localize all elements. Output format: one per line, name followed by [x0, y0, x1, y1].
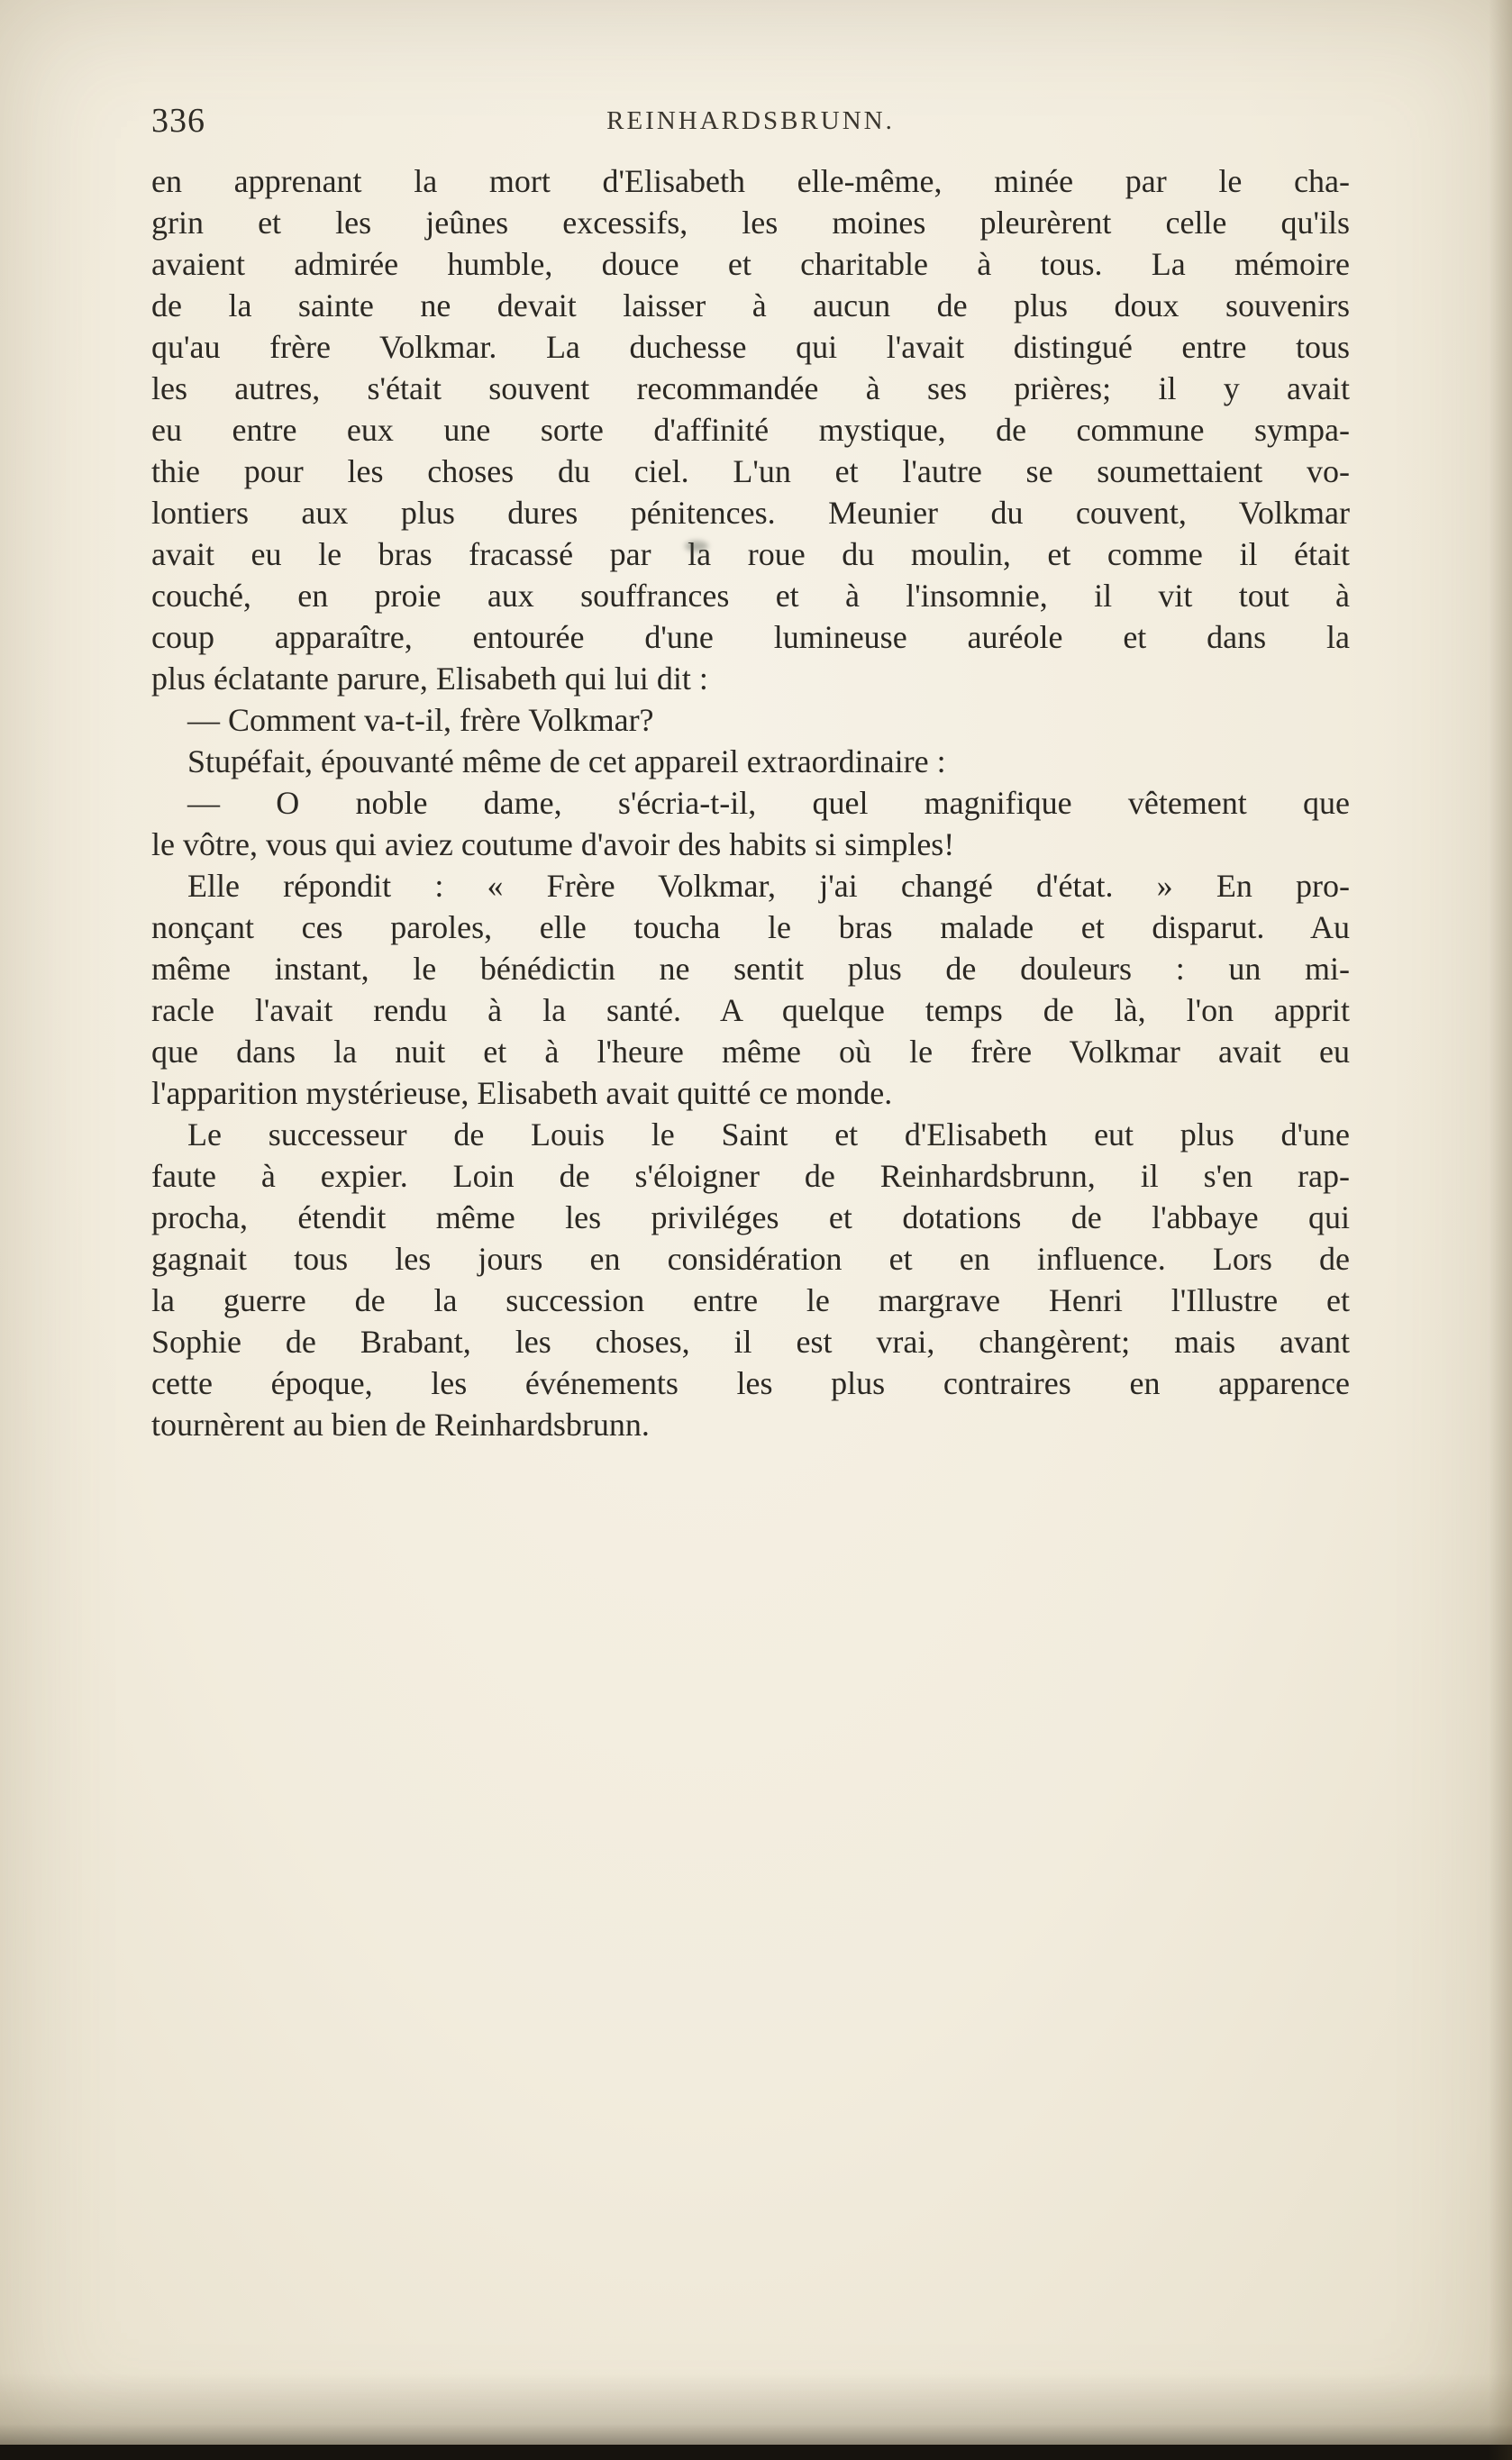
running-title: REINHARDSBRUNN. [606, 106, 895, 135]
text-block [151, 160, 1350, 1445]
scan-edge-right [1489, 0, 1512, 2460]
text-line: tournèrent au bien de Reinhardsbrunn. [151, 1407, 650, 1443]
text-line: plus éclatante parure, Elisabeth qui lui dit : [151, 661, 708, 697]
text-line: racle l'avait rendu à la santé. A quelque temps de là, l'on apprit [151, 992, 1350, 1028]
page-header [151, 101, 1350, 146]
text-line: eu entre eux une sorte d'affinité mystique, de commune sympa- [151, 412, 1350, 448]
text-line: même instant, le bénédictin ne sentit plus de douleurs : un mi- [151, 951, 1350, 987]
text-line: — Comment va-t-il, frère Volkmar? [187, 702, 654, 738]
text-line: en apprenant la mort d'Elisabeth elle-même, minée par le cha- [151, 163, 1350, 199]
paragraph [151, 865, 1350, 1114]
text-line: Stupéfait, épouvanté même de cet appareil extraordinaire : [187, 743, 946, 779]
text-line: grin et les jeûnes excessifs, les moines pleurèrent celle qu'ils [151, 205, 1350, 241]
text-line: le vôtre, vous qui aviez coutume d'avoir des habits si simples! [151, 826, 955, 862]
scan-shadow-bottom [0, 2373, 1512, 2446]
text-line: lontiers aux plus dures pénitences. Meunier du couvent, Volkmar [151, 495, 1350, 531]
ink-smudge [685, 541, 708, 551]
text-line: que dans la nuit et à l'heure même où le frère Volkmar avait eu [151, 1034, 1350, 1070]
text-line: Sophie de Brabant, les choses, il est vrai, changèrent; mais avant [151, 1324, 1350, 1360]
text-line: de la sainte ne devait laisser à aucun de plus doux souvenirs [151, 287, 1350, 323]
text-line: avait eu le bras fracassé par la roue du moulin, et comme il était [151, 536, 1350, 572]
paragraph [151, 699, 1350, 741]
text-line: gagnait tous les jours en considération et en influence. Lors de [151, 1241, 1350, 1277]
text-line: cette époque, les événements les plus contraires en apparence [151, 1365, 1350, 1401]
text-line: la guerre de la succession entre le margrave Henri l'Illustre et [151, 1282, 1350, 1318]
paragraph [151, 160, 1350, 699]
text-line: — O noble dame, s'écria-t-il, quel magnifique vêtement que [187, 785, 1350, 821]
paragraph [151, 1114, 1350, 1445]
text-line: qu'au frère Volkmar. La duchesse qui l'avait distingué entre tous [151, 329, 1350, 365]
paragraph [151, 782, 1350, 865]
scan-edge-bottom [0, 2445, 1512, 2460]
text-line: Elle répondit : « Frère Volkmar, j'ai changé d'état. » En pro- [187, 868, 1350, 904]
text-line: faute à expier. Loin de s'éloigner de Reinhardsbrunn, il s'en rap- [151, 1158, 1350, 1194]
text-line: avaient admirée humble, douce et charitable à tous. La mémoire [151, 246, 1350, 282]
text-line: nonçant ces paroles, elle toucha le bras malade et disparut. Au [151, 909, 1350, 945]
text-line: l'apparition mystérieuse, Elisabeth avait quitté ce monde. [151, 1075, 893, 1111]
text-line: thie pour les choses du ciel. L'un et l'autre se soumettaient vo- [151, 453, 1350, 489]
text-line: Le successeur de Louis le Saint et d'Elisabeth eut plus d'une [187, 1116, 1350, 1153]
text-line: procha, étendit même les priviléges et dotations de l'abbaye qui [151, 1199, 1350, 1235]
paragraph [151, 741, 1350, 782]
page-number: 336 [151, 102, 205, 140]
text-line: coup apparaître, entourée d'une lumineuse auréole et dans la [151, 619, 1350, 655]
text-line: couché, en proie aux souffrances et à l'insomnie, il vit tout à [151, 578, 1350, 614]
text-line: les autres, s'était souvent recommandée à ses prières; il y avait [151, 370, 1350, 406]
